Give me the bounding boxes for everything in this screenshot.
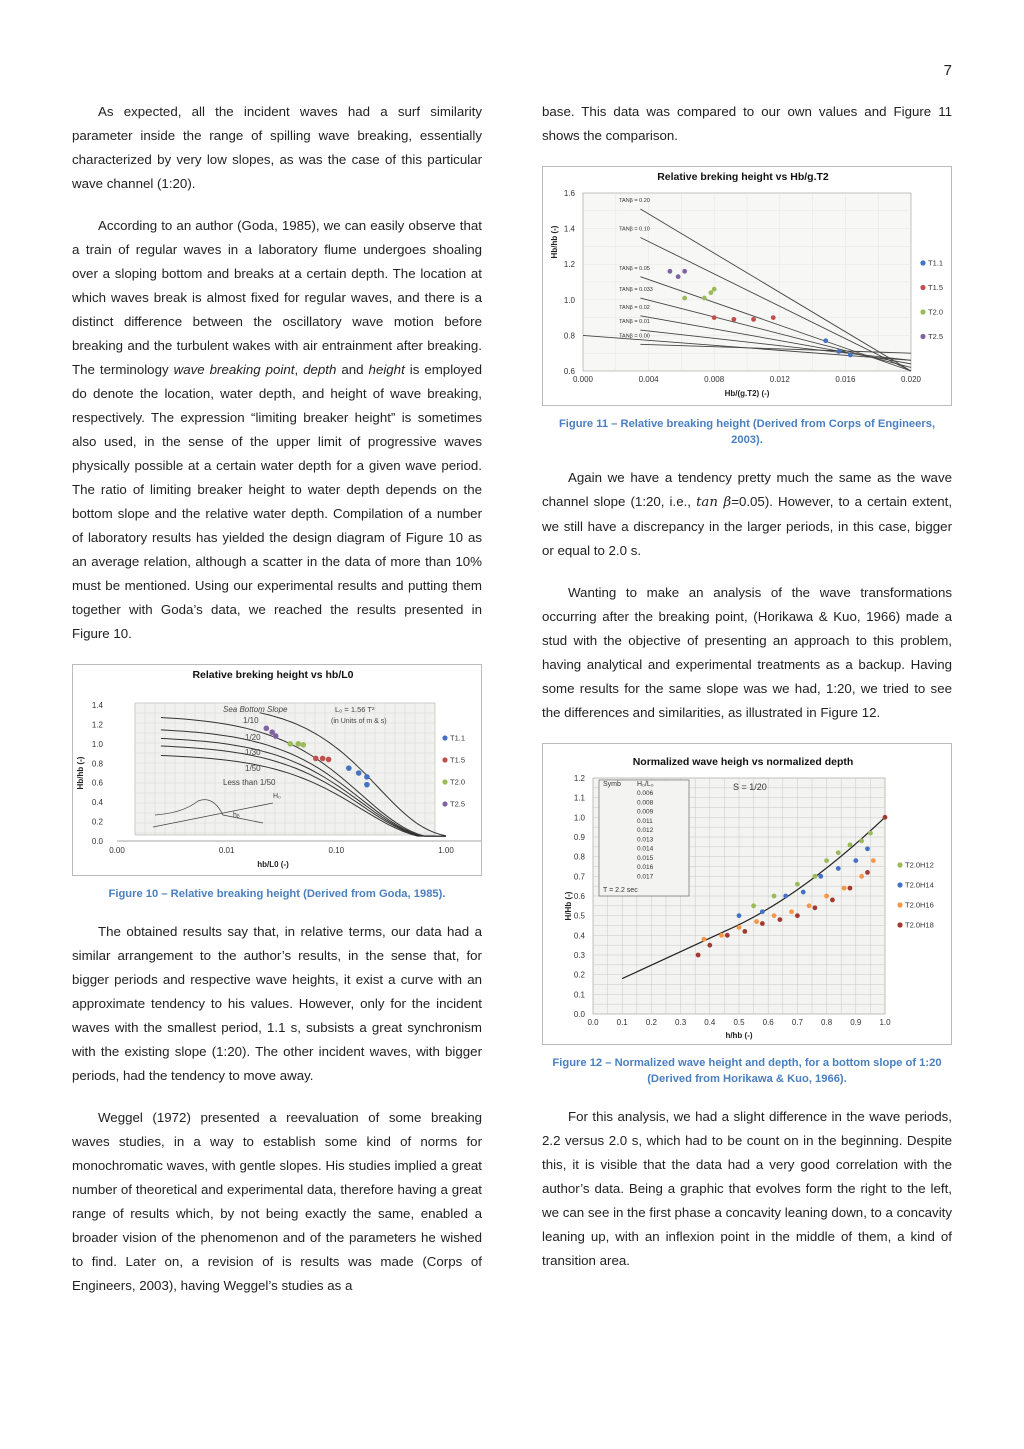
legend-marker bbox=[442, 735, 447, 740]
x-tick-label: 1.0 bbox=[879, 1018, 891, 1027]
y-tick-label: 1.6 bbox=[563, 189, 575, 198]
x-tick-label: 0.2 bbox=[645, 1018, 657, 1027]
data-point bbox=[702, 937, 707, 942]
data-point bbox=[725, 933, 730, 938]
y-tick-label: 0.2 bbox=[573, 970, 585, 980]
data-point bbox=[813, 905, 818, 910]
background-label: 1/50 bbox=[245, 764, 261, 773]
y-tick-label: 0.8 bbox=[573, 852, 585, 862]
chart-title: Relative breking height vs Hb/g.T2 bbox=[657, 171, 829, 183]
y-tick-label: 0.6 bbox=[91, 778, 103, 788]
background-label: 0.008 bbox=[637, 799, 654, 807]
background-label: 0.014 bbox=[637, 845, 654, 853]
data-point bbox=[795, 882, 800, 887]
background-label: hᵦ bbox=[233, 812, 240, 819]
background-label: 0.016 bbox=[637, 864, 654, 872]
data-point bbox=[364, 774, 370, 780]
legend-label: T1.1 bbox=[450, 733, 466, 743]
data-point bbox=[702, 296, 707, 301]
paragraph: base. This data was compared to our own values and Figure 11 shows the comparison. bbox=[542, 104, 952, 143]
y-tick-label: 0.4 bbox=[573, 931, 585, 941]
y-tick-label: 0.2 bbox=[91, 817, 103, 827]
data-point bbox=[772, 913, 777, 918]
legend-label: T2.0H16 bbox=[905, 900, 934, 910]
paragraph: For this analysis, we had a slight difference in the wave periods, 2.2 versus 2.0 s, which had to be count on in the beginning. Despite this, it is visible that the data had a very good correlation with the author’s data. Being a graphic that evolves form the right to the left, we can see in the first phase a concavity leaning down, to a concavity leaning up, with an inflexion point in the middle of them, a kind of transition area. bbox=[542, 1109, 952, 1268]
data-point bbox=[795, 913, 800, 918]
data-point bbox=[836, 349, 841, 354]
data-point bbox=[871, 858, 876, 863]
x-tick-label: 0.5 bbox=[733, 1018, 745, 1027]
legend-marker bbox=[920, 285, 925, 290]
data-point bbox=[742, 929, 747, 934]
y-tick-label: 0.4 bbox=[91, 798, 103, 808]
x-tick-label: 0.016 bbox=[835, 375, 856, 384]
legend-label: T2.5 bbox=[928, 332, 944, 342]
x-tick-label: 0.8 bbox=[821, 1018, 833, 1027]
background-label: TANβ = 0.02 bbox=[619, 304, 650, 311]
data-point bbox=[731, 317, 736, 322]
background-label: 0.011 bbox=[637, 817, 653, 825]
y-tick-label: 1.2 bbox=[91, 720, 103, 730]
data-point bbox=[296, 741, 302, 747]
data-point bbox=[719, 933, 724, 938]
figure-12 bbox=[542, 743, 952, 1045]
background-label: Sea Bottom Slope bbox=[223, 705, 288, 714]
y-tick-label: 1.0 bbox=[91, 739, 103, 749]
y-tick-label: 0.8 bbox=[563, 331, 575, 341]
x-tick-label: 0.01 bbox=[218, 846, 235, 855]
paragraph: Wanting to make an analysis of the wave transformations occurring after the breaking point, (Horikawa & Kuo, 1966) made a stud with the objective of presenting an approach to this problem, having analytical and experimental treatments as a backup. Having some results for the same slope was we had, 1:20, we tried to see the differences and similarities, as illustrated in Figure 12. bbox=[542, 585, 952, 720]
figure-12-caption: Figure 12 – Normalized wave height and depth, for a bottom slope of 1:20 (Derived from Horikawa & Kuo, 1966). bbox=[552, 1057, 942, 1085]
background-label: 0.012 bbox=[637, 827, 654, 835]
background-label: 1/10 bbox=[243, 716, 259, 725]
background-label: 0.006 bbox=[637, 790, 654, 798]
x-tick-label: 0.10 bbox=[328, 846, 345, 855]
figure-11-caption: Figure 11 – Relative breaking height (Derived from Corps of Engineers, 2003). bbox=[558, 418, 936, 446]
text-run: Again we have a tendency pretty much the same as the wave channel slope (1:20, i.e., bbox=[542, 470, 952, 509]
data-point bbox=[668, 269, 673, 274]
y-tick-label: 0.6 bbox=[573, 892, 585, 901]
legend-label: T2.0H14 bbox=[905, 880, 934, 890]
figure-11-chart bbox=[543, 167, 951, 405]
paragraph: As expected, all the incident waves had a surf similarity parameter inside the range of spilling wave breaking, essentially characterized by very low slopes, as was the case of this particular wave channel (1:20). bbox=[72, 104, 482, 191]
data-point bbox=[346, 765, 352, 771]
y-tick-label: 1.2 bbox=[563, 260, 575, 270]
y-axis-label: Hb/hb (-) bbox=[550, 225, 559, 259]
background-label: TANβ = 0.01 bbox=[619, 319, 650, 326]
x-tick-label: 0.3 bbox=[675, 1018, 687, 1027]
data-point bbox=[836, 866, 841, 871]
data-point bbox=[676, 274, 681, 279]
data-point bbox=[783, 894, 788, 899]
y-tick-label: 1.4 bbox=[563, 224, 575, 234]
paragraph bbox=[72, 214, 482, 646]
background-label: 0.013 bbox=[637, 836, 654, 844]
background-label: Less than 1/50 bbox=[223, 778, 276, 787]
background-label: TANβ = 0.10 bbox=[619, 226, 650, 233]
background-label: TANβ = 0.05 bbox=[619, 265, 650, 272]
data-point bbox=[760, 921, 765, 926]
background-label: S = 1/20 bbox=[733, 781, 767, 792]
data-point bbox=[824, 858, 829, 863]
figure-11 bbox=[542, 166, 952, 406]
data-point bbox=[682, 296, 687, 301]
legend-marker bbox=[897, 922, 902, 927]
data-point bbox=[777, 917, 782, 922]
background-label: 1/30 bbox=[245, 748, 261, 757]
data-point bbox=[709, 290, 714, 295]
data-point bbox=[326, 757, 332, 763]
background-label: TANβ = 0.033 bbox=[619, 287, 653, 294]
background-label: H₀/L₀ bbox=[637, 780, 654, 788]
data-point bbox=[760, 909, 765, 914]
data-point bbox=[273, 733, 279, 739]
data-point bbox=[865, 846, 870, 851]
data-point bbox=[751, 317, 756, 322]
legend-label: T2.0 bbox=[928, 307, 944, 317]
x-tick-label: 0.000 bbox=[572, 375, 594, 384]
legend-label: T1.5 bbox=[928, 283, 944, 293]
y-tick-label: 0.8 bbox=[91, 759, 103, 769]
x-tick-label: 0.0 bbox=[587, 1018, 599, 1027]
x-tick-label: 0.9 bbox=[850, 1018, 862, 1027]
data-point bbox=[859, 839, 864, 844]
text-run: According to an author (Goda, 1985), we can easily observe that a train of regular waves in a laboratory flume undergoes shoaling over a sloping bottom and breaks at a certain depth. The location at which waves break is almost fixed for regular waves, and there is a distinct difference between the oscillatory wave motion before breaking and the turbulent wakes with air entrainment after breaking. The terminology bbox=[72, 218, 482, 377]
data-point bbox=[754, 919, 759, 924]
legend-label: T2.0 bbox=[450, 777, 466, 787]
data-point bbox=[818, 874, 823, 879]
background-label: TANβ = 0.20 bbox=[619, 198, 650, 205]
figure-10-chart bbox=[73, 665, 481, 875]
data-point bbox=[848, 353, 853, 358]
chart-title: Relative breking height vs hb/L0 bbox=[192, 669, 354, 681]
data-point bbox=[848, 842, 853, 847]
legend-label: T2.0H12 bbox=[905, 860, 934, 870]
data-point bbox=[801, 890, 806, 895]
left-column bbox=[72, 100, 482, 1316]
data-point bbox=[868, 831, 873, 836]
x-tick-label: 0.7 bbox=[791, 1018, 803, 1027]
y-tick-label: 0.6 bbox=[563, 367, 575, 376]
data-point bbox=[842, 886, 847, 891]
legend-marker bbox=[920, 309, 925, 314]
legend-marker bbox=[442, 801, 447, 806]
legend-marker bbox=[897, 902, 902, 907]
data-point bbox=[824, 894, 829, 899]
legend-marker bbox=[897, 862, 902, 867]
legend-marker bbox=[897, 882, 902, 887]
y-tick-label: 0.1 bbox=[573, 990, 585, 1000]
x-tick-label: 0.012 bbox=[769, 375, 790, 384]
y-tick-label: 0.0 bbox=[91, 837, 103, 846]
emphasis: height bbox=[368, 362, 405, 377]
data-point bbox=[364, 782, 370, 788]
y-tick-label: 1.4 bbox=[91, 701, 103, 710]
figure-10 bbox=[72, 664, 482, 876]
legend-marker bbox=[920, 260, 925, 265]
background-label: TANβ = 0.00 bbox=[619, 333, 650, 340]
data-point bbox=[712, 315, 717, 320]
data-point bbox=[313, 756, 319, 762]
x-axis-label: h/hb (-) bbox=[725, 1031, 753, 1040]
data-point bbox=[751, 903, 756, 908]
background-label: L₀ = 1.56 T² bbox=[335, 705, 375, 714]
data-point bbox=[830, 898, 835, 903]
y-tick-label: 1.1 bbox=[573, 793, 585, 803]
background-label: 1/20 bbox=[245, 733, 261, 742]
data-point bbox=[853, 858, 858, 863]
paragraph: The obtained results say that, in relative terms, our data had a similar arrangement to the author’s results, in the sense that, for bigger periods and respective wave heights, it exist a curve with an approximate tendency to his values. However, only for the incident waves with the smallest period, 1.1 s, subsists a great synchronism with the existing slope (1:20). The other incident waves, with bigger periods, had the tendency to move away. bbox=[72, 924, 482, 1083]
legend-label: T2.5 bbox=[450, 799, 466, 809]
y-tick-label: 1.2 bbox=[573, 774, 585, 783]
data-point bbox=[682, 269, 687, 274]
text-run: is employed do denote the location, water depth, and height of wave breaking, respectively. The expression “limiting breaker height” is sometimes also used, in the sense of the upper limit of progressive waves physically possible at a certain water depth for a given wave period. The ratio of limiting breaker height to water depth depends on the bottom slope and the relative water depth. Compilation of a number of laboratory results has yielded the design diagram of Figure 10 as an average relation, although a scatter in the data of more than 10% must be mentioned. Using our experimental results and putting them together with Goda’s data, we reached the results presented in Figure 10. bbox=[72, 362, 482, 641]
y-tick-label: 1.0 bbox=[563, 295, 575, 305]
right-column bbox=[542, 100, 952, 1291]
x-axis-label: hb/L0 (-) bbox=[257, 860, 289, 869]
paragraph: Weggel (1972) presented a reevaluation of some breaking waves studies, in a way to establish some kind of norms for monochromatic waves, with gentle slopes. His studies implied a great number of theoretical and experimental data, therefore having a great range of results which, by not being exactly the same, enabled a broader vision of the phenomenon and of the parameters he wished to find. Later on, a revision of is results was made (Corps of Engineers, 2003), having Weggel’s studies as a bbox=[72, 1110, 482, 1293]
figure-10-caption: Figure 10 – Relative breaking height (Derived from Goda, 1985). bbox=[108, 888, 446, 900]
text-run: =0.05). However, to a certain extent, we still have a discrepancy in the larger periods, in this case, bigger or equal to 2.0 s. bbox=[542, 494, 953, 558]
data-point bbox=[859, 874, 864, 879]
text-run: , bbox=[294, 362, 304, 377]
x-tick-label: 0.008 bbox=[704, 375, 725, 384]
data-point bbox=[807, 903, 812, 908]
background-label: T = 2.2 sec bbox=[603, 887, 638, 895]
x-tick-label: 0.1 bbox=[616, 1018, 628, 1027]
background-label: 0.015 bbox=[637, 854, 654, 862]
legend-label: T1.1 bbox=[928, 258, 944, 268]
data-point bbox=[771, 315, 776, 320]
x-tick-label: 0.00 bbox=[109, 846, 125, 855]
data-point bbox=[301, 742, 307, 748]
legend-label: T1.5 bbox=[450, 755, 466, 765]
page-number: 7 bbox=[943, 62, 952, 79]
y-axis-label: Hb/hb (-) bbox=[76, 756, 85, 790]
text-run: and bbox=[336, 362, 369, 377]
data-point bbox=[823, 338, 828, 343]
data-point bbox=[707, 943, 712, 948]
chart-title: Normalized wave heigh vs normalized depth bbox=[632, 756, 854, 768]
x-tick-label: 0.020 bbox=[900, 375, 922, 384]
background-label: (in Units of m & s) bbox=[331, 718, 387, 725]
y-tick-label: 0.9 bbox=[573, 833, 585, 842]
paragraph bbox=[542, 466, 952, 563]
data-point bbox=[836, 850, 841, 855]
x-tick-label: 0.004 bbox=[638, 375, 659, 384]
data-point bbox=[772, 894, 777, 899]
data-point bbox=[865, 870, 870, 875]
x-axis-label: Hb/(g.T2) (-) bbox=[724, 389, 770, 398]
emphasis: wave breaking point bbox=[173, 362, 295, 377]
y-tick-label: 0.5 bbox=[573, 911, 585, 921]
background-label: Symb bbox=[603, 780, 621, 788]
data-point bbox=[737, 913, 742, 918]
data-point bbox=[320, 756, 326, 762]
legend-marker bbox=[442, 779, 447, 784]
y-axis-label: H/Hb (-) bbox=[564, 891, 573, 921]
x-tick-label: 0.6 bbox=[762, 1018, 774, 1027]
figure-12-chart bbox=[543, 744, 951, 1044]
data-point bbox=[737, 925, 742, 930]
data-point bbox=[848, 886, 853, 891]
background-label: 0.009 bbox=[637, 808, 654, 816]
data-point bbox=[712, 287, 717, 292]
background-label: H₀ bbox=[273, 793, 281, 800]
data-point bbox=[789, 909, 794, 914]
data-point bbox=[813, 874, 818, 879]
data-point bbox=[264, 726, 270, 732]
data-point bbox=[696, 953, 701, 958]
legend-label: T2.0H18 bbox=[905, 920, 934, 930]
emphasis: depth bbox=[303, 362, 337, 377]
x-tick-label: 0.4 bbox=[704, 1018, 716, 1027]
legend-marker bbox=[920, 334, 925, 339]
x-tick-label: 1.00 bbox=[438, 846, 454, 855]
data-point bbox=[883, 815, 888, 820]
y-tick-label: 0.7 bbox=[573, 872, 585, 882]
data-point bbox=[287, 741, 293, 747]
y-tick-label: 0.3 bbox=[573, 951, 585, 960]
legend-marker bbox=[442, 757, 447, 762]
y-tick-label: 0.0 bbox=[573, 1010, 585, 1019]
y-tick-label: 1.0 bbox=[573, 813, 585, 823]
math: tan β bbox=[696, 495, 732, 510]
data-point bbox=[356, 770, 362, 776]
background-label: 0.017 bbox=[637, 873, 654, 881]
